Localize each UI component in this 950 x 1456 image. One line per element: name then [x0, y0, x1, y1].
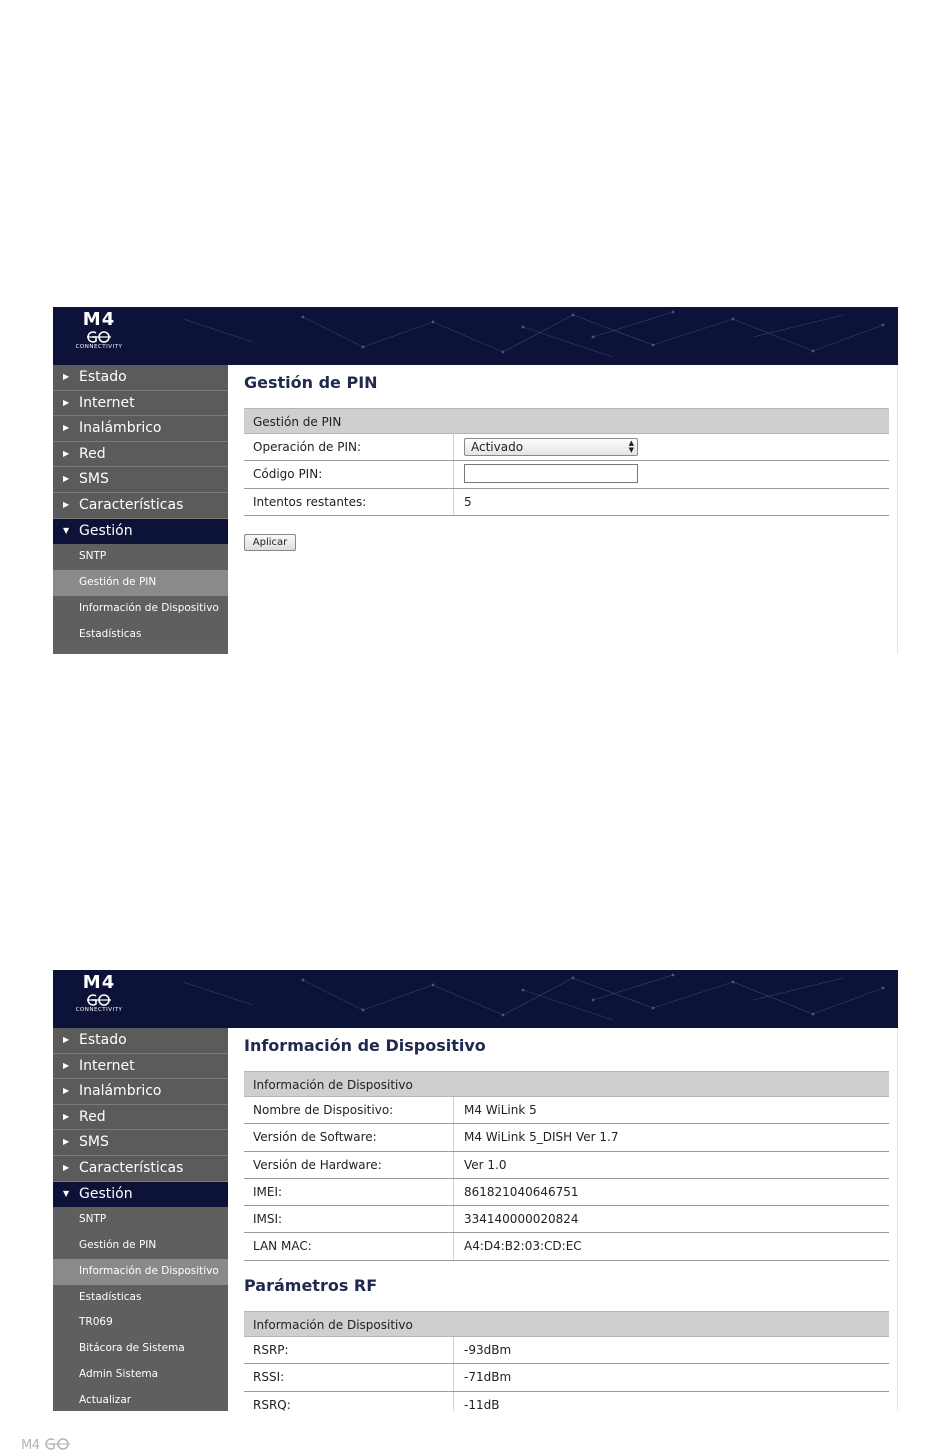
row-label: IMEI: — [244, 1179, 454, 1205]
header-banner — [53, 970, 898, 1028]
sidebar-item-sms[interactable]: ▶ SMS — [53, 467, 228, 493]
row-value: Ver 1.0 — [464, 1157, 507, 1172]
apply-button[interactable]: Aplicar — [244, 534, 296, 551]
sidebar-subitem-sntp[interactable]: SNTP — [53, 1207, 228, 1233]
caret-right-icon: ▶ — [63, 423, 70, 433]
table-row — [244, 434, 889, 461]
sidebar-nav — [53, 365, 228, 654]
sidebar-item-inalambrico[interactable]: ▶ Inalámbrico — [53, 416, 228, 442]
row-label: LAN MAC: — [244, 1233, 454, 1259]
panel-border — [897, 1028, 898, 1411]
row-value: -93dBm — [464, 1343, 512, 1357]
row-value: A4:D4:B2:03:CD:EC — [464, 1239, 582, 1254]
row-label: Nombre de Dispositivo: — [244, 1097, 454, 1123]
main-content — [244, 1028, 890, 1411]
caret-right-icon: ▶ — [63, 1086, 70, 1096]
table-header: Información de Dispositivo — [244, 1311, 889, 1337]
sidebar-subitem-gestion-pin[interactable]: Gestión de PIN — [53, 570, 228, 596]
sidebar-item-gestion[interactable]: ▼ Gestión — [53, 519, 228, 545]
sidebar-subitem-sntp[interactable]: SNTP — [53, 544, 228, 570]
row-label: Versión de Software: — [244, 1124, 454, 1150]
network-pattern-decoration — [53, 307, 898, 365]
pin-settings-table — [244, 408, 889, 516]
row-label: RSRQ: — [244, 1392, 454, 1411]
page-title: Información de Dispositivo — [244, 1036, 486, 1055]
pin-operation-label: Operación de PIN: — [244, 434, 454, 460]
table-row — [244, 1364, 889, 1391]
page-title: Gestión de PIN — [244, 373, 378, 392]
table-row — [244, 489, 889, 516]
network-pattern-decoration — [53, 970, 898, 1028]
device-info-screen — [53, 970, 898, 1411]
sidebar-item-red[interactable]: ▶ Red — [53, 442, 228, 468]
row-label: IMSI: — [244, 1206, 454, 1232]
table-row — [244, 1206, 889, 1233]
sidebar-nav — [53, 1028, 228, 1411]
sidebar-subitem-gestion-pin[interactable]: Gestión de PIN — [53, 1233, 228, 1259]
caret-right-icon: ▶ — [63, 1137, 70, 1147]
sidebar-item-internet[interactable]: ▶ Internet — [53, 391, 228, 417]
table-row — [244, 1124, 889, 1151]
sidebar-subitem-info-dispositivo[interactable]: Información de Dispositivo — [53, 596, 228, 622]
caret-right-icon: ▶ — [63, 499, 70, 509]
row-value: -71dBm — [464, 1370, 512, 1385]
pin-code-input[interactable] — [464, 464, 638, 483]
table-row — [244, 1337, 889, 1364]
pin-code-label: Código PIN: — [244, 461, 454, 487]
m4go-logo[interactable]: M4 CONNECTIVITY — [75, 309, 123, 350]
table-row — [244, 1097, 889, 1124]
sidebar-item-caracteristicas[interactable]: ▶ Características — [53, 493, 228, 519]
device-info-table — [244, 1071, 889, 1261]
rf-parameters-table — [244, 1311, 889, 1411]
row-label: RSSI: — [244, 1364, 454, 1390]
table-row — [244, 461, 889, 488]
up-down-arrows-icon: ▲ ▼ — [628, 439, 634, 454]
pin-operation-select[interactable]: Activado ▲ ▼ — [464, 438, 638, 456]
sidebar-subitem-actualizar[interactable]: Actualizar — [53, 1388, 228, 1411]
sidebar-subitem-estadisticas[interactable]: Estadísticas — [53, 622, 228, 648]
table-row — [244, 1152, 889, 1179]
table-row — [244, 1179, 889, 1206]
header-banner — [53, 307, 898, 365]
sidebar-subitem-tr069[interactable]: TR069 — [53, 1310, 228, 1336]
sidebar-subitem-info-dispositivo[interactable]: Información de Dispositivo — [53, 1259, 228, 1285]
row-label: Versión de Hardware: — [244, 1152, 454, 1178]
row-value: -11dB — [464, 1397, 500, 1411]
table-header: Información de Dispositivo — [244, 1071, 889, 1097]
caret-right-icon: ▶ — [63, 372, 70, 381]
go-logo-icon — [85, 993, 113, 1007]
sidebar-item-sms[interactable]: ▶ SMS — [53, 1130, 228, 1156]
rf-parameters-title: Parámetros RF — [244, 1276, 378, 1295]
sidebar-item-estado[interactable]: ▶ Estado — [53, 365, 228, 391]
table-row — [244, 1233, 889, 1260]
caret-right-icon: ▶ — [63, 1060, 70, 1070]
caret-right-icon: ▶ — [63, 397, 70, 407]
caret-down-icon: ▼ — [63, 1188, 70, 1198]
row-label: RSRP: — [244, 1337, 454, 1363]
panel-border — [897, 365, 898, 654]
row-value: 334140000020824 — [464, 1212, 579, 1227]
row-value: 861821040646751 — [464, 1184, 579, 1199]
remaining-attempts-label: Intentos restantes: — [244, 489, 454, 515]
go-logo-icon — [85, 330, 113, 344]
row-value: M4 WiLink 5 — [464, 1103, 537, 1117]
table-header: Gestión de PIN — [244, 408, 889, 434]
main-content — [244, 365, 890, 654]
sidebar-item-estado[interactable]: ▶ Estado — [53, 1028, 228, 1054]
caret-right-icon: ▶ — [63, 1035, 70, 1044]
sidebar-subitem-bitacora[interactable]: Bitácora de Sistema — [53, 1336, 228, 1362]
m4go-logo[interactable]: M4 CONNECTIVITY — [75, 972, 123, 1013]
sidebar-item-gestion[interactable]: ▼ Gestión — [53, 1182, 228, 1208]
caret-right-icon: ▶ — [63, 1162, 70, 1172]
sidebar-item-inalambrico[interactable]: ▶ Inalámbrico — [53, 1079, 228, 1105]
sidebar-item-caracteristicas[interactable]: ▶ Características — [53, 1156, 228, 1182]
pin-management-screen — [53, 307, 898, 654]
sidebar-subitem-estadisticas[interactable]: Estadísticas — [53, 1285, 228, 1311]
table-row — [244, 1392, 889, 1411]
caret-right-icon: ▶ — [63, 1111, 70, 1121]
m4go-footer-logo — [21, 1437, 75, 1451]
sidebar-item-internet[interactable]: ▶ Internet — [53, 1054, 228, 1080]
sidebar-subitem-admin-sistema[interactable]: Admin Sistema — [53, 1362, 228, 1388]
svg-text:M4: M4 — [21, 1438, 40, 1451]
caret-down-icon: ▼ — [63, 525, 70, 535]
caret-right-icon: ▶ — [63, 448, 70, 458]
sidebar-item-red[interactable]: ▶ Red — [53, 1105, 228, 1131]
remaining-attempts-value: 5 — [464, 494, 472, 509]
caret-right-icon: ▶ — [63, 474, 70, 484]
row-value: M4 WiLink 5_DISH Ver 1.7 — [464, 1130, 619, 1145]
